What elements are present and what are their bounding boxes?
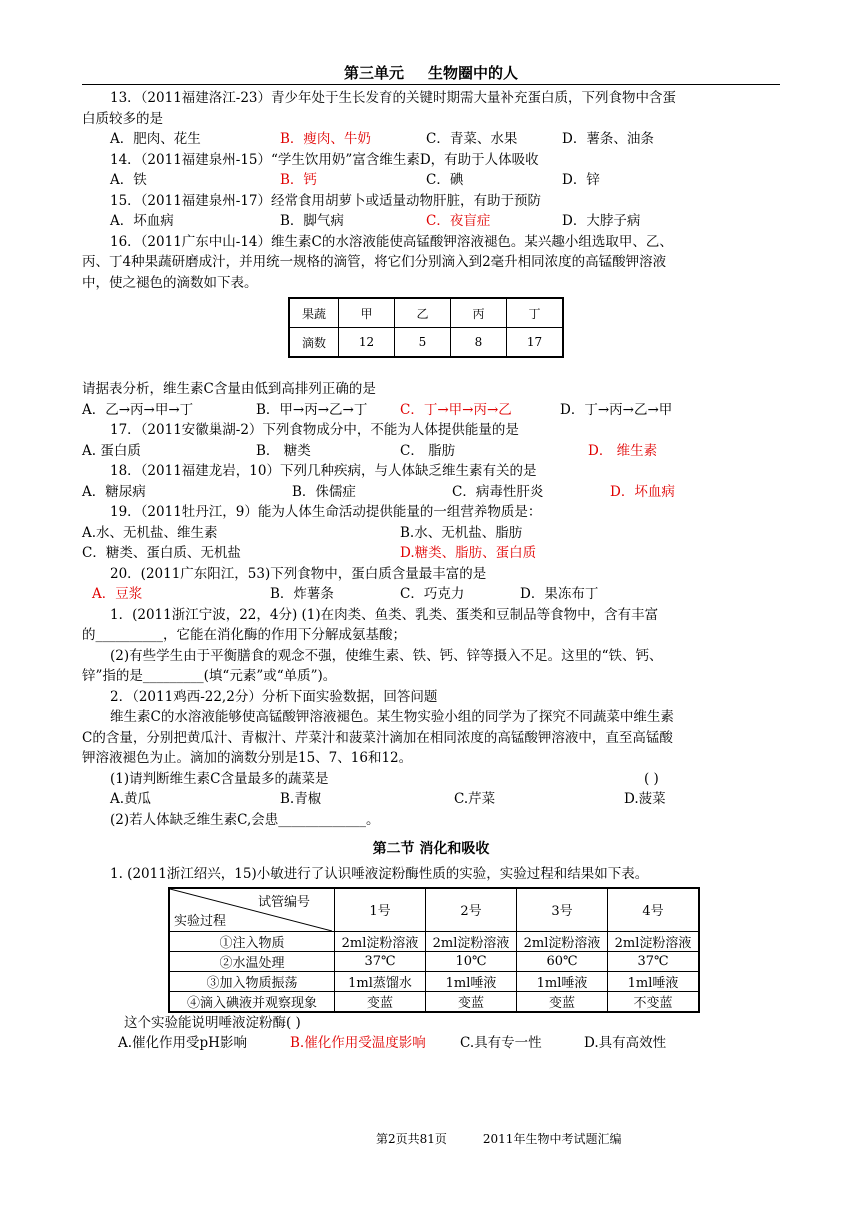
table-cell: 8 xyxy=(451,328,507,358)
table-cell: 1ml唾液 xyxy=(608,971,700,991)
table-cell: 17 xyxy=(507,328,564,358)
q16-table xyxy=(288,297,564,358)
table-header-cell: 1号 xyxy=(335,888,426,932)
q15-stem: 15．（2011福建泉州-17）经常食用胡萝卜或适量动物肝脏，有助于预防 xyxy=(110,192,542,209)
table-cell: 果蔬 xyxy=(289,298,339,328)
q17-stem: 17．（2011安徽巢湖-2）下列食物成分中，不能为人体提供能量的是 xyxy=(110,422,519,438)
s2q1-option-b: B.催化作用受温度影响 xyxy=(290,1035,426,1051)
s2q1-option-a: A.催化作用受pH影响 xyxy=(118,1035,247,1051)
q18-stem: 18．（2011福建龙岩，10）下列几种疾病，与人体缺乏维生素有关的是 xyxy=(110,463,537,479)
s2q1-option-c: C.具有专一性 xyxy=(460,1035,542,1051)
table-header-cell: 4号 xyxy=(608,888,700,932)
table-cell: 变蓝 xyxy=(426,991,517,1012)
q13-option-b: B．瘦肉、牛奶 xyxy=(280,131,371,147)
q14-option-d: D．锌 xyxy=(562,172,600,188)
q20-option-b: B．炸薯条 xyxy=(270,586,334,602)
table-cell: ③加入物质振荡 xyxy=(169,971,335,991)
q13-option-a: A．肥肉、花生 xyxy=(110,131,201,147)
page-footer xyxy=(376,1130,621,1147)
table-cell: 37℃ xyxy=(608,951,700,971)
table-cell: 37℃ xyxy=(335,951,426,971)
table-cell: 甲 xyxy=(339,298,395,328)
q18-option-c: C．病毒性肝炎 xyxy=(452,483,544,500)
q19-option-b: B.水、无机盐、脂肪 xyxy=(400,524,523,541)
table-cell: ②水温处理 xyxy=(169,951,335,971)
q19-option-a: A.水、无机盐、维生素 xyxy=(82,524,218,541)
q13-option-c: C．青菜、水果 xyxy=(426,131,518,147)
q14-stem: 14．（2011福建泉州-15）“学生饮用奶”富含维生素D，有助于人体吸收 xyxy=(110,151,539,168)
q14-options xyxy=(82,170,780,191)
table-cell: 60℃ xyxy=(517,951,608,971)
table-row xyxy=(169,931,699,951)
fill2-option-a: A.黄瓜 xyxy=(110,791,152,807)
q16-option-b: B．甲→丙→乙→丁 xyxy=(256,401,368,418)
s2q1-options xyxy=(82,1033,780,1054)
q17-option-c: C． 脂肪 xyxy=(400,442,456,459)
table-cell: 丁 xyxy=(507,298,564,328)
table-header-cell: 3号 xyxy=(517,888,608,932)
q16-option-d: D．丁→丙→乙→甲 xyxy=(560,401,673,418)
table-row xyxy=(289,298,563,328)
fill1-line-4: 锌”指的是_________(填“元素”或“单质”)。 xyxy=(82,668,337,684)
diag-top-label: 试管编号 xyxy=(257,894,310,910)
q16-stem-2: 丙、丁4种果蔬研磨成汁，并用统一规格的滴管，将它们分别滴入到2毫升相同浓度的高锰酸钾溶液 xyxy=(82,254,667,270)
q15-options xyxy=(82,211,780,232)
q16-stem-1: 16．（2011广东中山-14）维生素C的水溶液能使高锰酸钾溶液褪色。某兴趣小组选取甲、乙、 xyxy=(110,233,673,250)
q16-stem-3: 中，使之褪色的滴数如下表。 xyxy=(82,274,258,291)
q13-stem-1: 13．（2011福建洛江-23）青少年处于生长发育的关键时期需大量补充蛋白质，下列食物中含蛋 xyxy=(110,90,677,106)
q18-option-d: D．坏血病 xyxy=(610,483,675,500)
diagonal-header-cell xyxy=(169,888,335,932)
table-header-cell: 2号 xyxy=(426,888,517,932)
fill1-line-3: (2)有些学生由于平衡膳食的观念不强，使维生素、铁、钙、锌等摄入不足。这里的“铁、钙、 xyxy=(110,647,663,664)
q19-option-d: D.糖类、脂肪、蛋白质 xyxy=(400,545,537,561)
fill2-line-5 xyxy=(82,769,780,790)
s2q1-table xyxy=(168,887,700,1013)
q13-options xyxy=(82,129,780,150)
content xyxy=(82,88,780,1054)
q14-option-a: A．铁 xyxy=(110,172,147,188)
document-name: 2011年生物中考试题汇编 xyxy=(482,1132,622,1146)
q20-option-c: C．巧克力 xyxy=(400,586,465,602)
page-number: 第2页共81页 xyxy=(376,1132,447,1146)
q19-options-1 xyxy=(82,523,780,544)
q17-option-b: B． 糖类 xyxy=(256,442,311,459)
table-cell: 2ml淀粉溶液 xyxy=(517,931,608,951)
q17-options xyxy=(82,441,780,462)
table-cell: ①注入物质 xyxy=(169,931,335,951)
q13-option-d: D．薯条、油条 xyxy=(562,131,654,147)
fill2-question: (1)请判断维生素C含量最多的蔬菜是 xyxy=(110,770,329,787)
fill1-line-2: 的__________，它能在消化酶的作用下分解成氨基酸； xyxy=(82,627,406,643)
header-rule xyxy=(82,84,780,85)
q18-option-a: A．糖尿病 xyxy=(82,483,146,500)
unit-title: 生物圈中的人 xyxy=(428,64,519,82)
s2q1-after: 这个实验能说明唾液淀粉酶( ) xyxy=(124,1014,301,1031)
table-row xyxy=(289,328,563,358)
table-cell: 12 xyxy=(339,328,395,358)
table-cell: ④滴入碘液并观察现象 xyxy=(169,991,335,1012)
s2q1-stem: 1. (2011浙江绍兴，15)小敏进行了认识唾液淀粉酶性质的实验，实验过程和结果如下表。 xyxy=(110,866,649,882)
table-cell: 10℃ xyxy=(426,951,517,971)
fill2-option-c: C.芹菜 xyxy=(454,791,496,807)
fill2-line-1: 2．（2011鸡西-22,2分）分析下面实验数据，回答问题 xyxy=(110,688,438,705)
table-row xyxy=(169,991,699,1012)
q16-option-a: A．乙→丙→甲→丁 xyxy=(82,401,194,418)
table-cell: 乙 xyxy=(395,298,451,328)
q20-options xyxy=(82,584,780,605)
q13-stem-2: 白质较多的是 xyxy=(82,110,163,127)
s2q1-option-d: D.具有高效性 xyxy=(584,1035,667,1051)
section-title: 第二节 消化和吸收 xyxy=(372,841,490,857)
q15-option-c: C．夜盲症 xyxy=(426,213,491,229)
q16-after: 请据表分析，维生素C含量由低到高排列正确的是 xyxy=(82,381,376,397)
q18-options xyxy=(82,482,780,503)
table-cell: 1ml唾液 xyxy=(517,971,608,991)
table-cell: 1ml蒸馏水 xyxy=(335,971,426,991)
q15-option-d: D．大脖子病 xyxy=(562,213,641,229)
q15-option-b: B．脚气病 xyxy=(280,213,344,229)
unit-label: 第三单元 xyxy=(343,64,404,82)
q15-option-a: A．坏血病 xyxy=(110,213,174,229)
fill2-option-d: D.菠菜 xyxy=(624,791,666,807)
fill2-line-6: (2)若人体缺乏维生素C,会患_____________。 xyxy=(110,811,380,828)
table-cell: 2ml淀粉溶液 xyxy=(608,931,700,951)
table-cell: 1ml唾液 xyxy=(426,971,517,991)
table-row xyxy=(169,951,699,971)
table-row xyxy=(169,888,699,932)
fill2-line-3: C的含量，分别把黄瓜汁、青椒汁、芹菜汁和菠菜汁滴加在相同浓度的高锰酸钾溶液中，直至高锰酸 xyxy=(82,729,673,746)
q20-stem: 20．(2011广东阳江，53)下列食物中，蛋白质含量最丰富的是 xyxy=(110,565,487,582)
q17-option-d: D． 维生素 xyxy=(588,442,658,459)
table-cell: 变蓝 xyxy=(517,991,608,1012)
q16-option-c: C．丁→甲→丙→乙 xyxy=(400,401,512,418)
table-cell: 2ml淀粉溶液 xyxy=(335,931,426,951)
q17-option-a: A. 蛋白质 xyxy=(82,442,141,459)
fill2-line-4: 钾溶液褪色为止。滴加的滴数分别是15、7、16和12。 xyxy=(82,750,413,766)
fill2-answer-bracket: ( ) xyxy=(644,770,659,787)
table-cell: 滴数 xyxy=(289,328,339,358)
q19-stem: 19．（2011牡丹江，9）能为人体生命活动提供能量的一组营养物质是： xyxy=(110,504,542,520)
q16-options xyxy=(82,400,780,421)
page-header xyxy=(82,62,780,83)
table-cell: 变蓝 xyxy=(335,991,426,1012)
q14-option-b: B．钙 xyxy=(280,172,317,188)
fill2-options xyxy=(82,789,780,810)
q20-option-a: A．豆浆 xyxy=(92,586,143,602)
q19-options-2 xyxy=(82,543,780,564)
table-cell: 5 xyxy=(395,328,451,358)
q14-option-c: C．碘 xyxy=(426,172,464,188)
q18-option-b: B．侏儒症 xyxy=(292,483,356,500)
table-cell: 2ml淀粉溶液 xyxy=(426,931,517,951)
fill2-option-b: B.青椒 xyxy=(280,791,322,807)
q19-option-c: C．糖类、蛋白质、无机盐 xyxy=(82,545,241,561)
table-row xyxy=(169,971,699,991)
q20-option-d: D．果冻布丁 xyxy=(520,586,599,602)
diag-bottom-label: 实验过程 xyxy=(174,913,227,929)
fill2-line-2: 维生素C的水溶液能够使高锰酸钾溶液褪色。某生物实验小组的同学为了探究不同蔬菜中维生素 xyxy=(110,709,674,725)
table-cell: 丙 xyxy=(451,298,507,328)
table-cell: 不变蓝 xyxy=(608,991,700,1012)
fill1-line-1: 1．(2011浙江宁波，22，4分) (1)在肉类、鱼类、乳类、蛋类和豆制品等食物中，含有丰富 xyxy=(110,606,659,623)
